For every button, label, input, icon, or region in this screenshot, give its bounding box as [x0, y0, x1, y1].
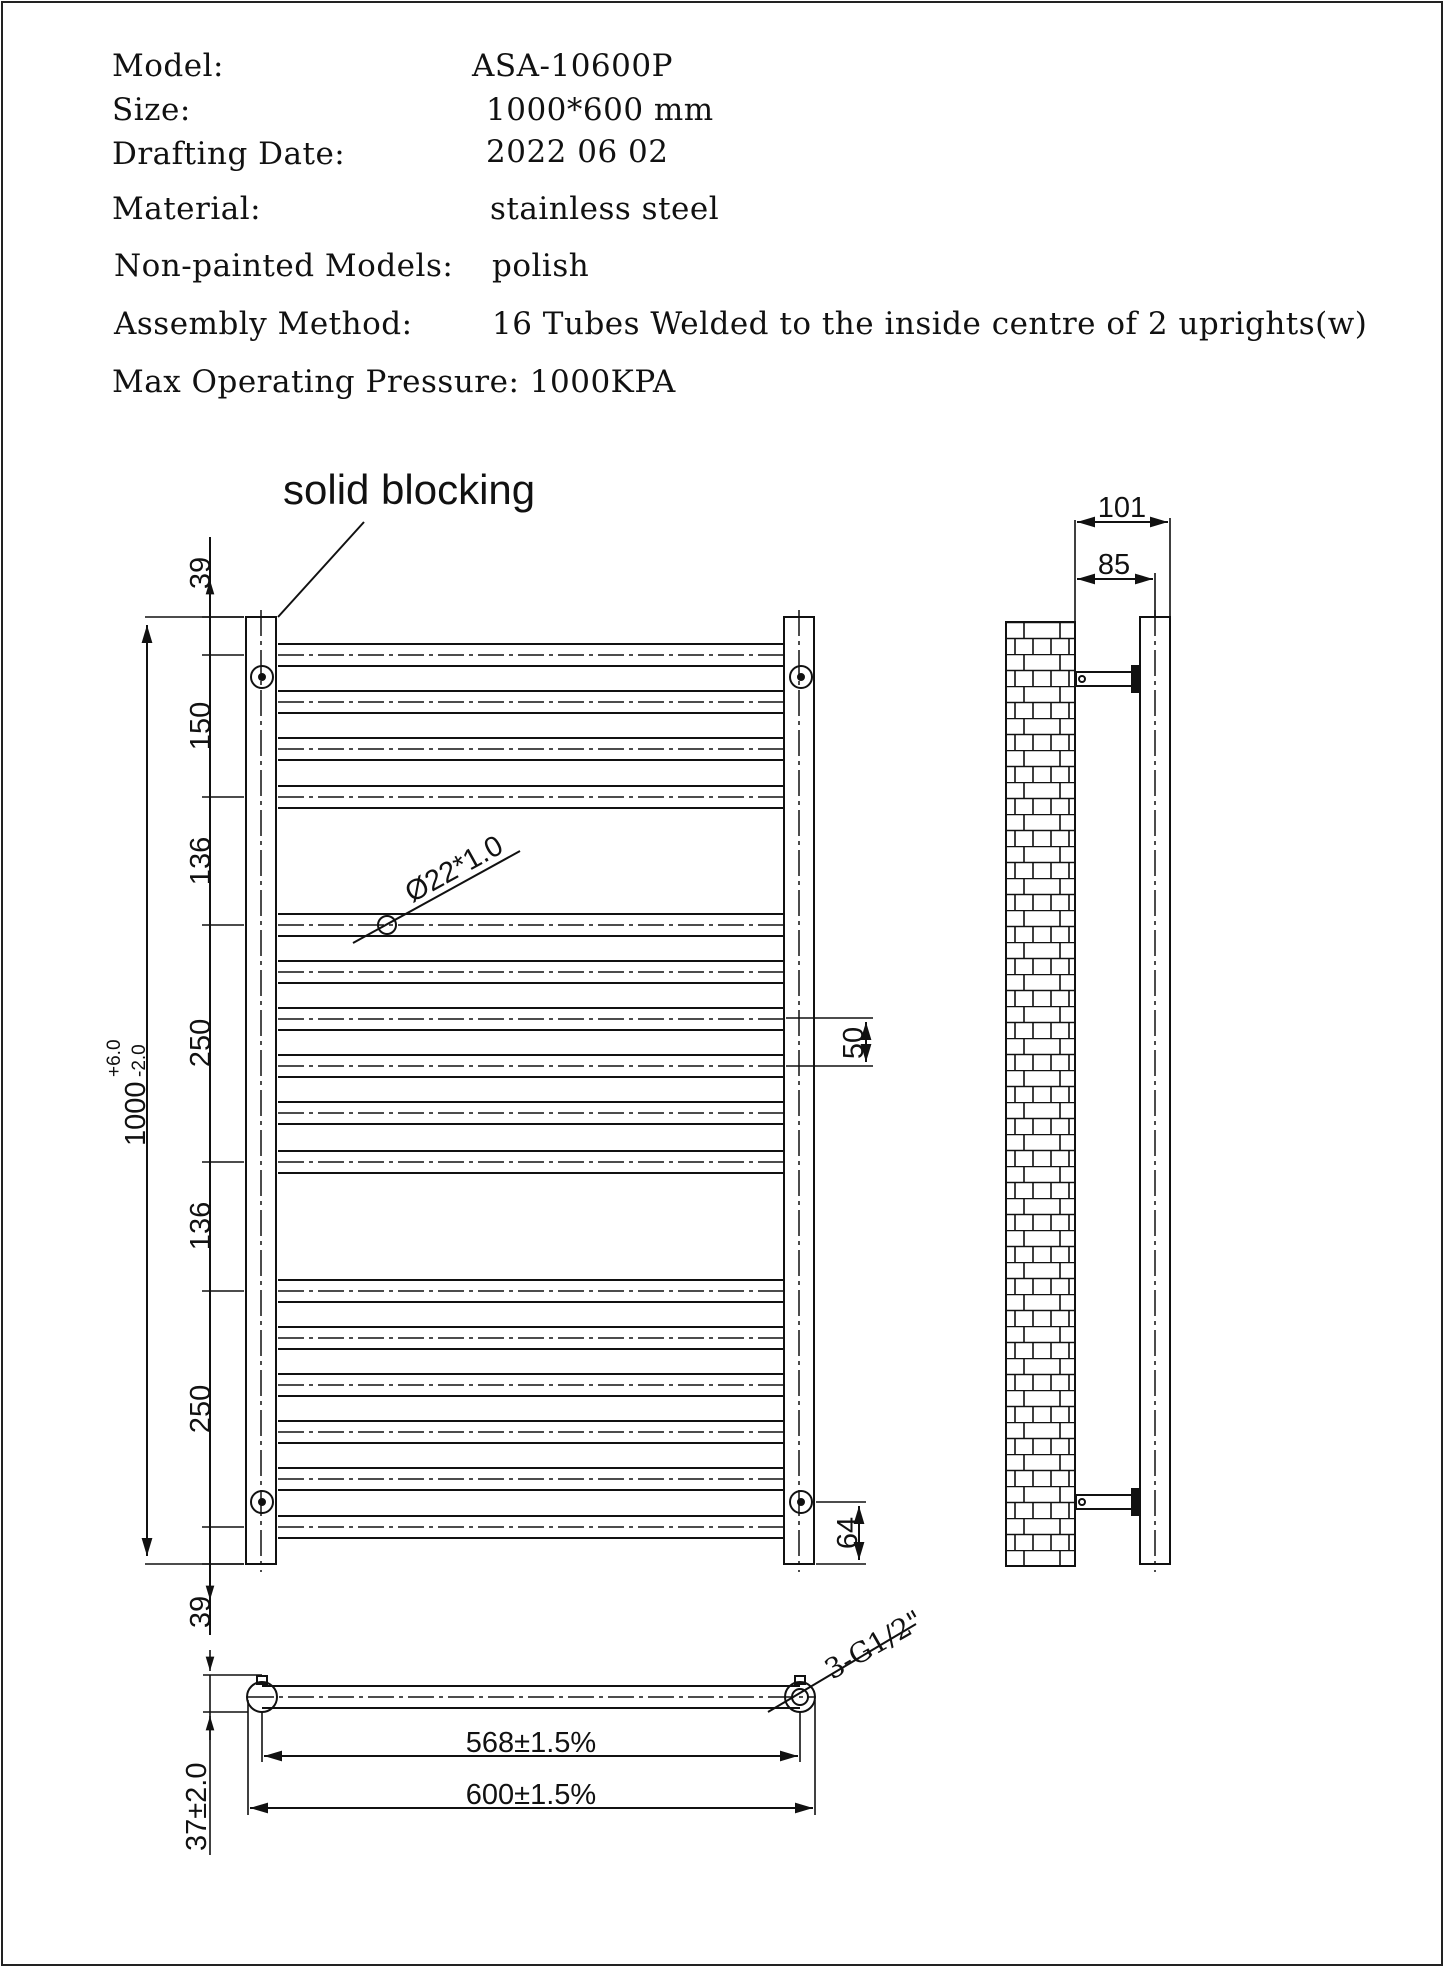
max-pressure: Max Operating Pressure: 1000KPA: [112, 364, 676, 400]
size-value: 1000*600 mm: [486, 92, 714, 128]
overall-height-value: 1000: [120, 1081, 152, 1146]
tube-set: [278, 644, 784, 1538]
size-label: Size:: [112, 92, 191, 128]
solid-blocking-leader: [278, 522, 364, 617]
front-view: [104, 522, 873, 1635]
assembly-value: 16 Tubes Welded to the inside centre of 2 uprights(w): [492, 306, 1368, 342]
material-value: stainless steel: [490, 191, 720, 227]
dim-101: 101: [1097, 492, 1147, 524]
nonpainted-label: Non-painted Models:: [114, 248, 454, 284]
material-label: Material:: [112, 191, 262, 227]
dim-39-top: 39: [185, 556, 217, 590]
drafting-date-label: Drafting Date:: [112, 136, 346, 172]
overall-height-tol-lower: -2.0: [129, 1044, 150, 1077]
dim-250-upper: 250: [185, 1018, 217, 1068]
dim-600: 600±1.5%: [465, 1779, 597, 1811]
dim-85: 85: [1097, 549, 1131, 581]
dim-37: 37±2.0: [181, 1762, 213, 1851]
tube-diameter-label: Ø22*1.0: [399, 829, 509, 910]
dim-136-lower: 136: [185, 1201, 217, 1251]
nonpainted-value: polish: [492, 248, 590, 284]
brick-wall: [1006, 622, 1075, 1566]
wall-bracket-top: [1076, 666, 1140, 692]
overall-height-tol-upper: +6.0: [104, 1039, 125, 1077]
dim-250-lower: 250: [185, 1384, 217, 1434]
solid-blocking-callout: solid blocking: [283, 466, 536, 513]
bottom-view: [181, 1604, 929, 1855]
fixing-hole: [790, 666, 812, 688]
dim-50: 50: [838, 1026, 870, 1060]
dim-136-upper: 136: [185, 836, 217, 886]
fixing-hole: [251, 666, 273, 688]
side-view: [1006, 492, 1170, 1572]
fixing-hole: [790, 1491, 812, 1513]
dim-39-bottom: 39: [185, 1595, 217, 1629]
dim-64: 64: [832, 1516, 864, 1550]
dim-150: 150: [185, 701, 217, 751]
drafting-date-value: 2022 06 02: [486, 134, 669, 170]
wall-bracket-bottom: [1076, 1489, 1140, 1515]
model-value: ASA-10600P: [472, 48, 673, 84]
model-label: Model:: [112, 48, 224, 84]
fixing-hole: [251, 1491, 273, 1513]
dim-568: 568±1.5%: [465, 1727, 597, 1759]
assembly-label: Assembly Method:: [114, 306, 413, 342]
thread-label: 3-G1/2": [819, 1603, 929, 1687]
left-valve-port: [247, 1676, 277, 1712]
